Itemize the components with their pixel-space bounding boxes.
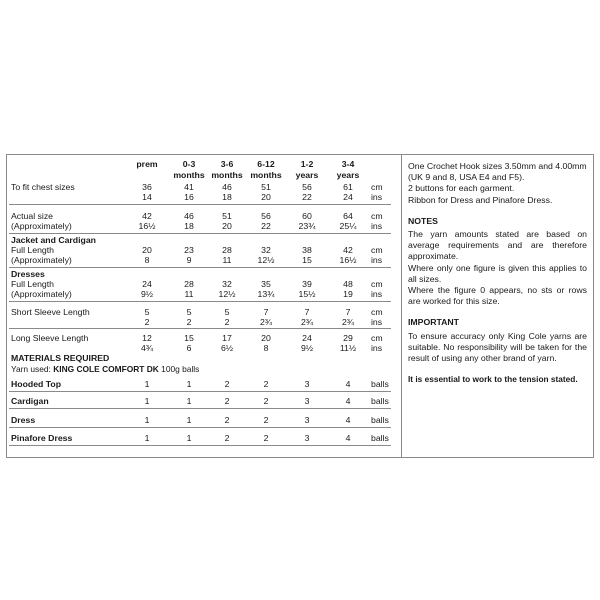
measure-value: 56 xyxy=(261,211,271,221)
measure-value: 61 xyxy=(343,182,353,192)
size-header-line1: 3-6 xyxy=(220,159,234,169)
ball-count: 4 xyxy=(345,415,351,425)
size-header-line1: 0-3 xyxy=(182,159,196,169)
pattern-info-panel xyxy=(6,154,594,458)
section-title-dresses: Dresses xyxy=(11,269,45,279)
ball-count: 1 xyxy=(186,415,192,425)
row-divider xyxy=(9,408,391,409)
measure-label: Long Sleeve Length xyxy=(11,333,89,343)
measure-value: 18 xyxy=(222,192,232,202)
measure-value: 12 xyxy=(142,333,152,343)
notes-column xyxy=(401,155,593,457)
buttons-text: 2 buttons for each garment. xyxy=(408,183,515,194)
measure-value: 2¾ xyxy=(300,317,314,327)
measure-value: 12½ xyxy=(257,255,275,265)
size-header-line1: 6-12 xyxy=(257,159,275,169)
ball-unit: balls xyxy=(371,433,389,443)
yarn-name: KING COLE COMFORT DK xyxy=(53,364,159,374)
size-header-line2: months xyxy=(250,169,282,180)
ball-count: 3 xyxy=(304,396,310,406)
ball-count: 2 xyxy=(224,379,230,389)
measure-value: 2 xyxy=(224,317,230,327)
size-header xyxy=(207,159,247,180)
ribbon-text: Ribbon for Dress and Pinafore Dress. xyxy=(408,194,553,205)
measure-value: 9½ xyxy=(300,343,314,353)
notes-text-1: The yarn amounts stated are based on average requirements and are therefore approximate. xyxy=(408,229,587,262)
measure-value: 15½ xyxy=(298,289,316,299)
measure-value: 2 xyxy=(144,317,150,327)
measure-unit: cm xyxy=(371,279,383,289)
measure-value: 2¾ xyxy=(259,317,273,327)
measure-value: 64 xyxy=(343,211,353,221)
measure-unit: ins xyxy=(371,343,383,353)
measure-value: 20 xyxy=(222,221,232,231)
row-divider xyxy=(9,233,391,234)
measure-value: 22 xyxy=(261,221,271,231)
ball-count: 4 xyxy=(345,433,351,443)
measure-value: 14 xyxy=(142,192,152,202)
measure-value: 39 xyxy=(302,279,312,289)
measure-value: 9 xyxy=(186,255,192,265)
yarn-prefix: Yarn used: xyxy=(11,364,54,374)
row-divider xyxy=(9,267,391,268)
measure-value: 32 xyxy=(261,245,271,255)
ball-count: 1 xyxy=(144,379,150,389)
ball-count: 1 xyxy=(186,379,192,389)
measure-value: 8 xyxy=(263,343,269,353)
measure-value: 7 xyxy=(263,307,269,317)
ball-count: 4 xyxy=(345,396,351,406)
garment-name: Hooded Top xyxy=(11,379,62,389)
yarn-line xyxy=(11,364,199,374)
measure-value: 46 xyxy=(222,182,232,192)
measure-value: 24 xyxy=(142,279,152,289)
row-divider xyxy=(9,328,391,329)
size-header-line2: months xyxy=(211,169,243,180)
measure-value: 12½ xyxy=(218,289,236,299)
size-header xyxy=(287,159,327,180)
ball-unit: balls xyxy=(371,396,389,406)
size-header-line2: years xyxy=(295,169,319,180)
measure-value: 20 xyxy=(142,245,152,255)
measure-value: 23¾ xyxy=(298,221,316,231)
ball-count: 1 xyxy=(186,396,192,406)
size-header xyxy=(127,159,167,170)
size-header xyxy=(328,159,368,180)
measure-value: 20 xyxy=(261,192,271,202)
measure-value: 11 xyxy=(184,289,194,299)
measure-unit: ins xyxy=(371,192,383,202)
measure-value: 2 xyxy=(186,317,192,327)
ball-count: 3 xyxy=(304,415,310,425)
ball-count: 2 xyxy=(224,415,230,425)
measure-unit: cm xyxy=(371,211,383,221)
size-header-line2: months xyxy=(173,169,205,180)
measure-value: 8 xyxy=(144,255,150,265)
measure-value: 23 xyxy=(184,245,194,255)
section-title-jacket: Jacket and Cardigan xyxy=(11,235,96,245)
measure-value: 56 xyxy=(302,182,312,192)
measure-value: 15 xyxy=(184,333,194,343)
ball-count: 1 xyxy=(144,433,150,443)
measure-value: 42 xyxy=(142,211,152,221)
measure-value: 16 xyxy=(184,192,194,202)
measure-value: 2¾ xyxy=(341,317,355,327)
measure-value: 28 xyxy=(222,245,232,255)
ball-count: 2 xyxy=(263,396,269,406)
measure-value: 46 xyxy=(184,211,194,221)
measure-value: 28 xyxy=(184,279,194,289)
measure-value: 16½ xyxy=(138,221,156,231)
measure-value: 38 xyxy=(302,245,312,255)
measure-value: 35 xyxy=(261,279,271,289)
measure-value: 32 xyxy=(222,279,232,289)
measure-value: 7 xyxy=(304,307,310,317)
measure-unit: cm xyxy=(371,245,383,255)
measure-label: Short Sleeve Length xyxy=(11,307,90,317)
important-text-1: To ensure accuracy only King Cole yarns are suitable. No responsibility will be taken for the result of using any other brand of yarn. xyxy=(408,330,587,364)
ball-count: 1 xyxy=(144,396,150,406)
measure-unit: cm xyxy=(371,333,383,343)
measure-unit: ins xyxy=(371,255,383,265)
size-header xyxy=(169,159,209,180)
ball-count: 3 xyxy=(304,379,310,389)
hook-text: One Crochet Hook sizes 3.50mm and 4.00mm (UK 9 and 8, USA E4 and F5). xyxy=(408,161,587,183)
row-divider xyxy=(9,445,391,446)
measure-unit: cm xyxy=(371,307,383,317)
size-header-line2: prem xyxy=(136,159,158,169)
yarn-suffix: 100g balls xyxy=(158,364,200,374)
measure-label: Full Length xyxy=(11,245,54,255)
ball-count: 1 xyxy=(186,433,192,443)
measure-value: 24 xyxy=(343,192,353,202)
row-divider xyxy=(9,427,391,428)
measure-label: (Approximately) xyxy=(11,255,72,265)
ball-count: 2 xyxy=(263,379,269,389)
row-divider xyxy=(9,391,391,392)
important-text-2: It is essential to work to the tension stated. xyxy=(408,374,578,385)
measure-value: 51 xyxy=(261,182,271,192)
measure-label: (Approximately) xyxy=(11,289,72,299)
ball-count: 2 xyxy=(224,433,230,443)
measure-value: 13¾ xyxy=(257,289,275,299)
measure-value: 22 xyxy=(302,192,312,202)
measure-unit: ins xyxy=(371,221,383,231)
measure-label: (Approximately) xyxy=(11,221,72,231)
ball-unit: balls xyxy=(371,379,389,389)
measure-value: 48 xyxy=(343,279,353,289)
measure-label: To fit chest sizes xyxy=(11,182,75,192)
measure-value: 4¾ xyxy=(140,343,154,353)
important-heading: IMPORTANT xyxy=(408,317,459,328)
measure-value: 24 xyxy=(302,333,312,343)
measure-value: 11½ xyxy=(339,343,357,353)
measure-label: Actual size xyxy=(11,211,54,221)
measure-value: 17 xyxy=(222,333,232,343)
ball-unit: balls xyxy=(371,415,389,425)
measure-value: 19 xyxy=(343,289,353,299)
ball-count: 2 xyxy=(263,415,269,425)
measure-value: 60 xyxy=(302,211,312,221)
measure-value: 29 xyxy=(343,333,353,343)
ball-count: 2 xyxy=(224,396,230,406)
row-divider xyxy=(9,301,391,302)
materials-title: MATERIALS REQUIRED xyxy=(11,353,110,363)
measure-label: Full Length xyxy=(11,279,54,289)
measure-value: 25¼ xyxy=(339,221,357,231)
measure-unit: ins xyxy=(371,317,383,327)
garment-name: Pinafore Dress xyxy=(11,433,73,443)
ball-count: 3 xyxy=(304,433,310,443)
measure-value: 51 xyxy=(222,211,232,221)
measure-unit: cm xyxy=(371,182,383,192)
size-header-line2: years xyxy=(336,169,360,180)
measure-value: 41 xyxy=(184,182,194,192)
size-header xyxy=(246,159,286,180)
measure-value: 16½ xyxy=(339,255,357,265)
measure-value: 5 xyxy=(224,307,230,317)
measure-value: 5 xyxy=(186,307,192,317)
measure-value: 36 xyxy=(142,182,152,192)
garment-name: Cardigan xyxy=(11,396,49,406)
notes-text-2: Where only one figure is given this applies to all sizes. xyxy=(408,262,587,284)
measure-value: 6 xyxy=(186,343,192,353)
ball-count: 1 xyxy=(144,415,150,425)
measure-value: 9½ xyxy=(140,289,154,299)
measure-value: 15 xyxy=(302,255,312,265)
measure-value: 20 xyxy=(261,333,271,343)
notes-heading: NOTES xyxy=(408,215,438,226)
row-divider xyxy=(9,204,391,205)
measure-value: 11 xyxy=(222,255,232,265)
measure-value: 6½ xyxy=(220,343,234,353)
ball-count: 4 xyxy=(345,379,351,389)
ball-count: 2 xyxy=(263,433,269,443)
size-header-line1: 1-2 xyxy=(300,159,314,169)
measure-value: 7 xyxy=(345,307,351,317)
measure-value: 42 xyxy=(343,245,353,255)
notes-text-3: Where the figure 0 appears, no sts or rows are worked for this size. xyxy=(408,285,587,307)
size-header-line1: 3-4 xyxy=(341,159,355,169)
measure-value: 5 xyxy=(144,307,150,317)
measure-unit: ins xyxy=(371,289,383,299)
garment-name: Dress xyxy=(11,415,36,425)
size-table xyxy=(7,155,401,457)
measure-value: 18 xyxy=(184,221,194,231)
